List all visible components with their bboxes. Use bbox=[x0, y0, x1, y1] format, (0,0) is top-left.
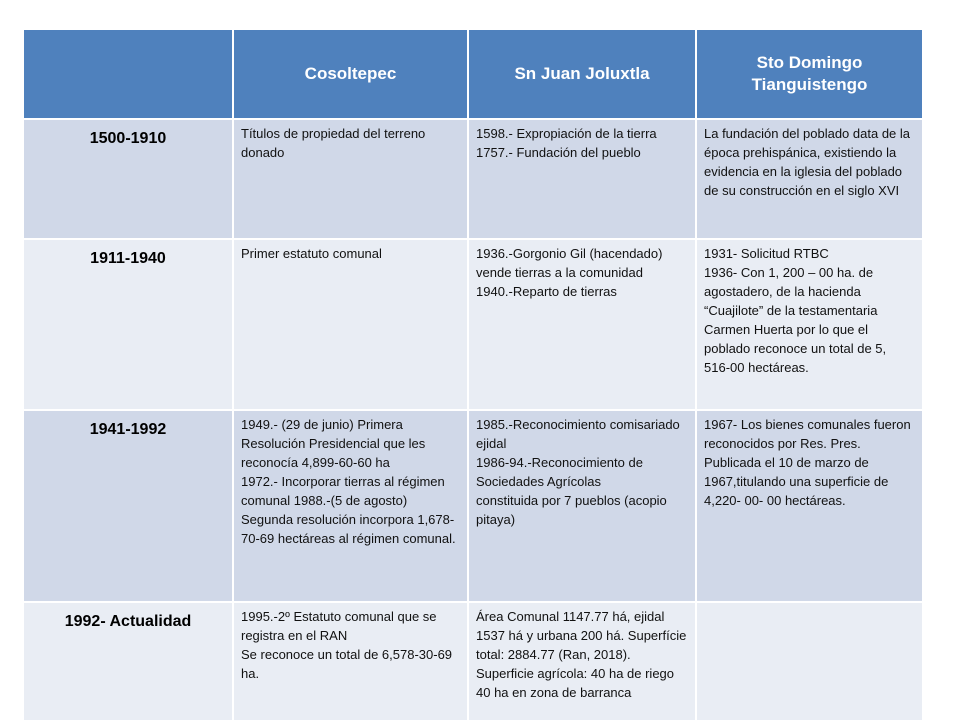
period-cell: 1992- Actualidad bbox=[23, 602, 233, 720]
history-table bbox=[22, 28, 924, 720]
cell-text: constituida por 7 pueblos (acopio pitaya) bbox=[476, 493, 667, 527]
joluxtla-cell bbox=[468, 602, 696, 720]
tianguistengo-cell bbox=[696, 602, 923, 720]
cell-text: 1936.-Gorgonio Gil (hacendado) vende tierras a la comunidad bbox=[476, 246, 663, 280]
table-row bbox=[23, 239, 923, 410]
joluxtla-cell bbox=[468, 410, 696, 602]
cell-text: Primer estatuto comunal bbox=[241, 246, 382, 261]
cell-text: 1995.-2º Estatuto comunal que se registra en el RAN bbox=[241, 609, 437, 643]
cell-text: La fundación del poblado data de la época prehispánica, existiendo la evidencia en la iglesia del poblado de su construcción en el siglo XVI bbox=[704, 126, 911, 198]
period-cell: 1911-1940 bbox=[23, 239, 233, 410]
cell-text: 1598.- Expropiación de la tierra bbox=[476, 126, 657, 141]
table-row bbox=[23, 602, 923, 720]
header-joluxtla: Sn Juan Joluxtla bbox=[468, 29, 696, 119]
table-row bbox=[23, 119, 923, 239]
cell-text: 1931- Solicitud RTBC bbox=[704, 246, 829, 261]
joluxtla-cell bbox=[468, 119, 696, 239]
period-cell: 1500-1910 bbox=[23, 119, 233, 239]
header-corner bbox=[23, 29, 233, 119]
cell-text: Se reconoce un total de 6,578-30-69 ha. bbox=[241, 647, 453, 681]
cosoltepec-cell bbox=[233, 119, 468, 239]
cell-text: 1967- Los bienes comunales fueron reconocidos por Res. Pres. Publicada el 10 de marzo de 1967,titulando una superficie de 4,220- 00- 00 hectáreas. bbox=[704, 417, 911, 508]
cosoltepec-cell bbox=[233, 410, 468, 602]
tianguistengo-cell bbox=[696, 239, 923, 410]
cell-text: 40 ha en zona de barranca bbox=[476, 685, 632, 700]
header-row bbox=[23, 29, 923, 119]
cosoltepec-cell bbox=[233, 239, 468, 410]
tianguistengo-cell bbox=[696, 119, 923, 239]
cell-text: 1757.- Fundación del pueblo bbox=[476, 145, 641, 160]
period-cell: 1941-1992 bbox=[23, 410, 233, 602]
table-row bbox=[23, 410, 923, 602]
cell-text: 1972.- Incorporar tierras al régimen comunal 1988.-(5 de agosto) Segunda resolución incorpora 1,678-70-69 hectáreas al régimen comunal. bbox=[241, 474, 456, 546]
header-cosoltepec: Cosoltepec bbox=[233, 29, 468, 119]
cosoltepec-cell bbox=[233, 602, 468, 720]
cell-text: Títulos de propiedad del terreno donado bbox=[241, 126, 426, 160]
header-tianguistengo: Sto Domingo Tianguistengo bbox=[696, 29, 923, 119]
joluxtla-cell bbox=[468, 239, 696, 410]
cell-text: 1985.-Reconocimiento comisariado ejidal bbox=[476, 417, 680, 451]
cell-text: 1986-94.-Reconocimiento de Sociedades Agrícolas bbox=[476, 455, 643, 489]
cell-text: 1949.- (29 de junio) Primera Resolución Presidencial que les reconocía 4,899-60-60 ha bbox=[241, 417, 426, 470]
tianguistengo-cell bbox=[696, 410, 923, 602]
cell-text: 1936- Con 1, 200 – 00 ha. de agostadero, de la hacienda “Cuajilote” de la testamentaria Carmen Huerta por lo que el poblado reconoce un total de 5, 516-00 hectáreas. bbox=[704, 265, 887, 375]
cell-text: Área Comunal 1147.77 há, ejidal 1537 há y urbana 200 há. Superfície total: 2884.77 (Ran, 2018). Superficie agrícola: 40 ha de riego bbox=[476, 609, 687, 681]
cell-text: 1940.-Reparto de tierras bbox=[476, 284, 617, 299]
